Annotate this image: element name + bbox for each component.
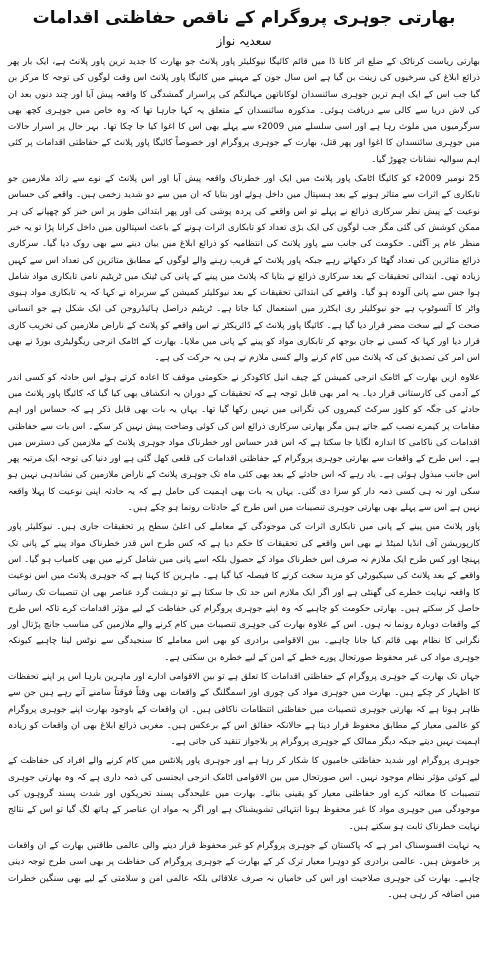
article-paragraph: جہاں تک بھارت کے جوہری پروگرام کے حفاظتی اقدامات کا تعلق ہے تو بین الاقوامی ادارے اور ماہرین بارہا اس پر اپنے تحفظات کا اظہار کر چکے ہیں۔ بھارت میں جوہری مواد کی چوری اور اسمگلنگ کے واقعات بھی وقتاً فوقتاً سامنے آتے رہے ہیں جن سے ظاہر ہوتا ہے کہ بھارتی جوہری تنصیبات میں حفاظتی انتظامات ناکافی ہیں۔ ان واقعات کے باوجود بھارت اپنے جوہری پروگرام کو عالمی معیار کے مطابق محفوظ قرار دیتا ہے حالانکہ حقائق اس کے برعکس ہیں۔ مغربی ذرائع ابلاغ بھی ان واقعات کو زیادہ اہمیت نہیں دیتے جبکہ دیگر ممالک کے جوہری پروگرام پر بلاجواز تنقید کی جاتی ہے۔: [8, 671, 480, 748]
article-paragraph: علاوہ ازیں بھارت کے اٹامک انرجی کمیشن کے چیف انیل کاکودکر نے حکومتی موقف کا اعادہ کرتے ہوئے اس حادثہ کو کسی اندر کے آدمی کی کارستانی قرار دیا۔ یہ امر بھی قابل توجہ ہے کہ تحقیقات کے دوران یہ انکشاف بھی کیا گیا کہ کائیگا پاور پلانٹ میں حادثے کی جگہ کو کلوز سرکٹ کیمروں کی نگرانی میں نہیں رکھا گیا تھا۔ یہاں یہ بات بھی قابل ذکر ہے کہ حساس اور اہم مقامات پر کیمرے نصب کیے جاتے ہیں مگر بھارتی سرکاری ذرائع اس کی کوئی وضاحت پیش نہیں کر سکے۔ اس بات سے حفاظتی اقدامات کی ناکامی کا اندازہ لگایا جا سکتا ہے کہ اس قدر حساس اور خطرناک مواد جوہری پلانٹ کے ملازمین کی دسترس میں ہے۔ اس طرح کے واقعات سے بھارتی جوہری پروگرام کے حفاظتی اقدامات کی قلعی کھل گئی ہے اور دنیا کی توجہ ایک مرتبہ پھر اس جانب مبذول ہوئی ہے۔ یاد رہے کہ اس حادثے کے بعد بھی کئی ماہ تک جوہری پلانٹ کے ناراض ملازمین کی نشاندہی نہیں ہو سکی اور نہ ہی کسی ذمہ دار کو سزا دی گئی۔ یہاں یہ بات بھی اہمیت کی حامل ہے کہ یہ حادثہ اپنی نوعیت کا پہلا واقعہ نہیں ہے اس سے پہلے بھی بھارتی جوہری تنصیبات میں اس طرح کے حادثات رونما ہو چکے ہیں۔: [8, 372, 480, 514]
article-title: بھارتی جوہری پروگرام کے ناقص حفاظتی اقدامات: [32, 8, 456, 28]
article-author: سعدیہ نواز: [216, 34, 272, 48]
article-paragraph: بھارتی ریاست کرناٹک کے ضلع اتر کانا ڈا میں قائم کائیگا نیوکلیئر پاور پلانٹ جو بھارت کا جدید ترین پاور پلانٹ ہے، ایک بار پھر ذرائع ابلاغ کی سرخیوں کی زینت بن گیا ہے اس سال جون کے مہینے میں کائیگا پاور پلانٹ اس وقت لوگوں کی توجہ کا مرکز بن گیا جب اس کے ایک اہم ترین جوہری سائنسدان لوکاناتھن مہالنگم کی پراسرار گمشدگی کا واقعہ پیش آیا اور چند دنوں بعد ان کی لاش دریا سے کالی سے دریافت ہوئی۔ مذکورہ سائنسدان کے متعلق یہ کہا جارہا تھا کہ وہ خاص میں جوہری کچھ بھی سرگرمیوں میں ملوث رہا ہے اور اسی سلسلے میں 2009ء سے پہلے بھی اس کا اغوا کیا جا چکا تھا۔ بہر حال پر اسرار حالات میں جوہری سائنسدان کا اغوا اور پھر قتل، بھارت کے جوہری پروگرام اور خصوصاً کائیگا پاور پلانٹ کے حفاظتی اقدامات پر کئی اہم سوالیہ نشانات چھوڑ گیا۔: [8, 57, 480, 165]
article-body: [8, 54, 480, 903]
article-paragraph: جوہری پروگرام اور شدید حفاظتی خامیوں کا شکار کر رہا ہے اور جوہری پاور پلانٹس میں کام کرنے والے افراد کی حفاظت کے لیے کوئی مؤثر نظام موجود نہیں۔ اس صورتحال میں بین الاقوامی اٹامک انرجی ایجنسی کی ذمہ داری ہے کہ وہ بھارتی جوہری تنصیبات کا معائنہ کرے اور حفاظتی معیار کو یقینی بنائے۔ بھارت میں علیحدگی پسند تحریکوں اور شدت پسند گروہوں کی موجودگی میں جوہری مواد کا غیر محفوظ ہونا انتہائی تشویشناک ہے اور اگر یہ مواد ان عناصر کے ہاتھ لگ گیا تو اس کے نتائج نہایت خطرناک ثابت ہو سکتے ہیں۔: [8, 756, 480, 832]
article-paragraph: پاور پلانٹ میں پینے کے پانی میں تابکاری اثرات کی موجودگی کے معاملے کی اعلیٰ سطح پر تحقیقات جاری ہیں۔ نیوکلیئر پاور کارپوریشن آف انڈیا لمیٹڈ نے بھی اس واقعے کی تحقیقات کا حکم دیا ہے کہ کس طرح اس قدر خطرناک مواد پینے کے پانی تک پہنچا اور کس طرح ایک ملازم نہ صرف اس خطرناک مواد کے حصول بلکہ اسے پانی میں شامل کرنے میں بھی کامیاب ہو گیا۔ اس واقعے کے بعد پلانٹ کی سیکیورٹی کو مزید سخت کرنے کا فیصلہ کیا گیا ہے۔ ماہرین کا کہنا ہے کہ جوہری پلانٹ میں اس نوعیت کا واقعہ نہایت خطرے کی گھنٹی ہے اور اگر ایک ملازم اس حد تک جا سکتا ہے تو دہشت گرد عناصر بھی ان تنصیبات تک رسائی حاصل کر سکتے ہیں۔ بھارتی حکومت کو چاہیے کہ وہ اپنے جوہری پروگرام کی حفاظت کے لیے مؤثر اقدامات کرے تاکہ اس طرح کے واقعات دوبارہ رونما نہ ہوں۔ اس کے علاوہ بھارت کی جوہری تنصیبات میں کام کرنے والے ملازمین کی مناسب جانچ پڑتال اور نگرانی کا نظام بھی قائم کیا جانا چاہیے۔ بین الاقوامی برادری کو بھی اس معاملے کا سنجیدگی سے نوٹس لینا چاہیے کیونکہ جوہری مواد کی غیر محفوظ صورتحال پورے خطے کے امن کے لیے خطرہ بن سکتی ہے۔: [8, 522, 480, 663]
article-paragraph: یہ نہایت افسوسناک امر ہے کہ پاکستان کے جوہری پروگرام کو غیر محفوظ قرار دینے والی عالمی طاقتیں بھارت کے ان واقعات پر خاموش ہیں۔ عالمی برادری کو دوہرا معیار ترک کر کے بھارت کے جوہری پروگرام کی حفاظت پر بھی اسی طرح توجہ دینی چاہیے۔ بھارت کی جوہری صلاحیت اور اس کی خامیاں نہ صرف علاقائی بلکہ عالمی امن و سلامتی کے لیے بھی سنگین خطرات میں اضافہ کر رہی ہیں۔: [8, 840, 480, 900]
article-paragraph: 25 نومبر 2009ء کو کائیگا اٹامک پاور پلانٹ میں ایک اور خطرناک واقعہ پیش آیا اور اس پلانٹ کے نوے سے زائد ملازمین جو تابکاری کے اثرات سے متاثر ہونے کے بعد ہسپتال میں داخل ہوئے اور بتایا کہ ان میں سے دو شدید زخمی ہیں۔ واقعے کی حساس نوعیت کے پیش نظر سرکاری ذرائع نے پہلے تو اس واقعے کی پردہ پوشی کی اور پھر ابتدائی طور پر اس خبر کو چھپانے کی ہر ممکن کوشش کی گئی مگر جب لوگوں کی ایک بڑی تعداد کو تابکاری اثرات ہونے کے باعث اسپتالوں میں داخل کرانا پڑا تو یہ خبر منظر عام پر آگئی۔ حکومت کی جانب سے پاور پلانٹ کی انتظامیہ کو ذرائع ابلاغ میں بیان دینے سے بھی روک دیا گیا۔ سرکاری ذرائع متاثرین کی تعداد گھٹا کر دکھاتے رہے جبکہ پاور پلانٹ کے قریب رہنے والے لوگوں کے مطابق متاثرین کی تعداد اس سے کہیں زیادہ تھی۔ ابتدائی تحقیقات کے بعد سرکاری ذرائع نے بتایا کہ پلانٹ میں پینے کے پانی کی ٹینک میں ٹریٹیم نامی تابکاری مواد شامل ہوا جس سے پانی آلودہ ہو گیا۔ واقعے کی ابتدائی تحقیقات کے بعد نیوکلیئر کمیشن کے سربراہ نے کہا کہ یہ تابکاری مواد ہیوی واٹر کا آئسوٹوپ ہے جو نیوکلیئر ری ایکٹرز میں استعمال کیا جاتا ہے۔ ٹریٹیم دراصل ہائیڈروجن کی ایک شکل ہے جو انسانی صحت کے لیے سخت مضر قرار دیا گیا ہے۔ کائیگا پاور پلانٹ کے ڈائریکٹر نے اس واقعے کو پلانٹ کے ناراض ملازمین کی تخریب کاری قرار دیا اور کہا کہ کسی نے جان بوجھ کر تابکاری مواد کو پینے کے پانی میں ملایا۔ بھارت کے اٹامک انرجی ریگولیٹری بورڈ نے بھی اس امر کی تصدیق کی کہ پلانٹ میں کام کرنے والے کسی ملازم نے ہی یہ حرکت کی ہے۔: [8, 174, 480, 364]
